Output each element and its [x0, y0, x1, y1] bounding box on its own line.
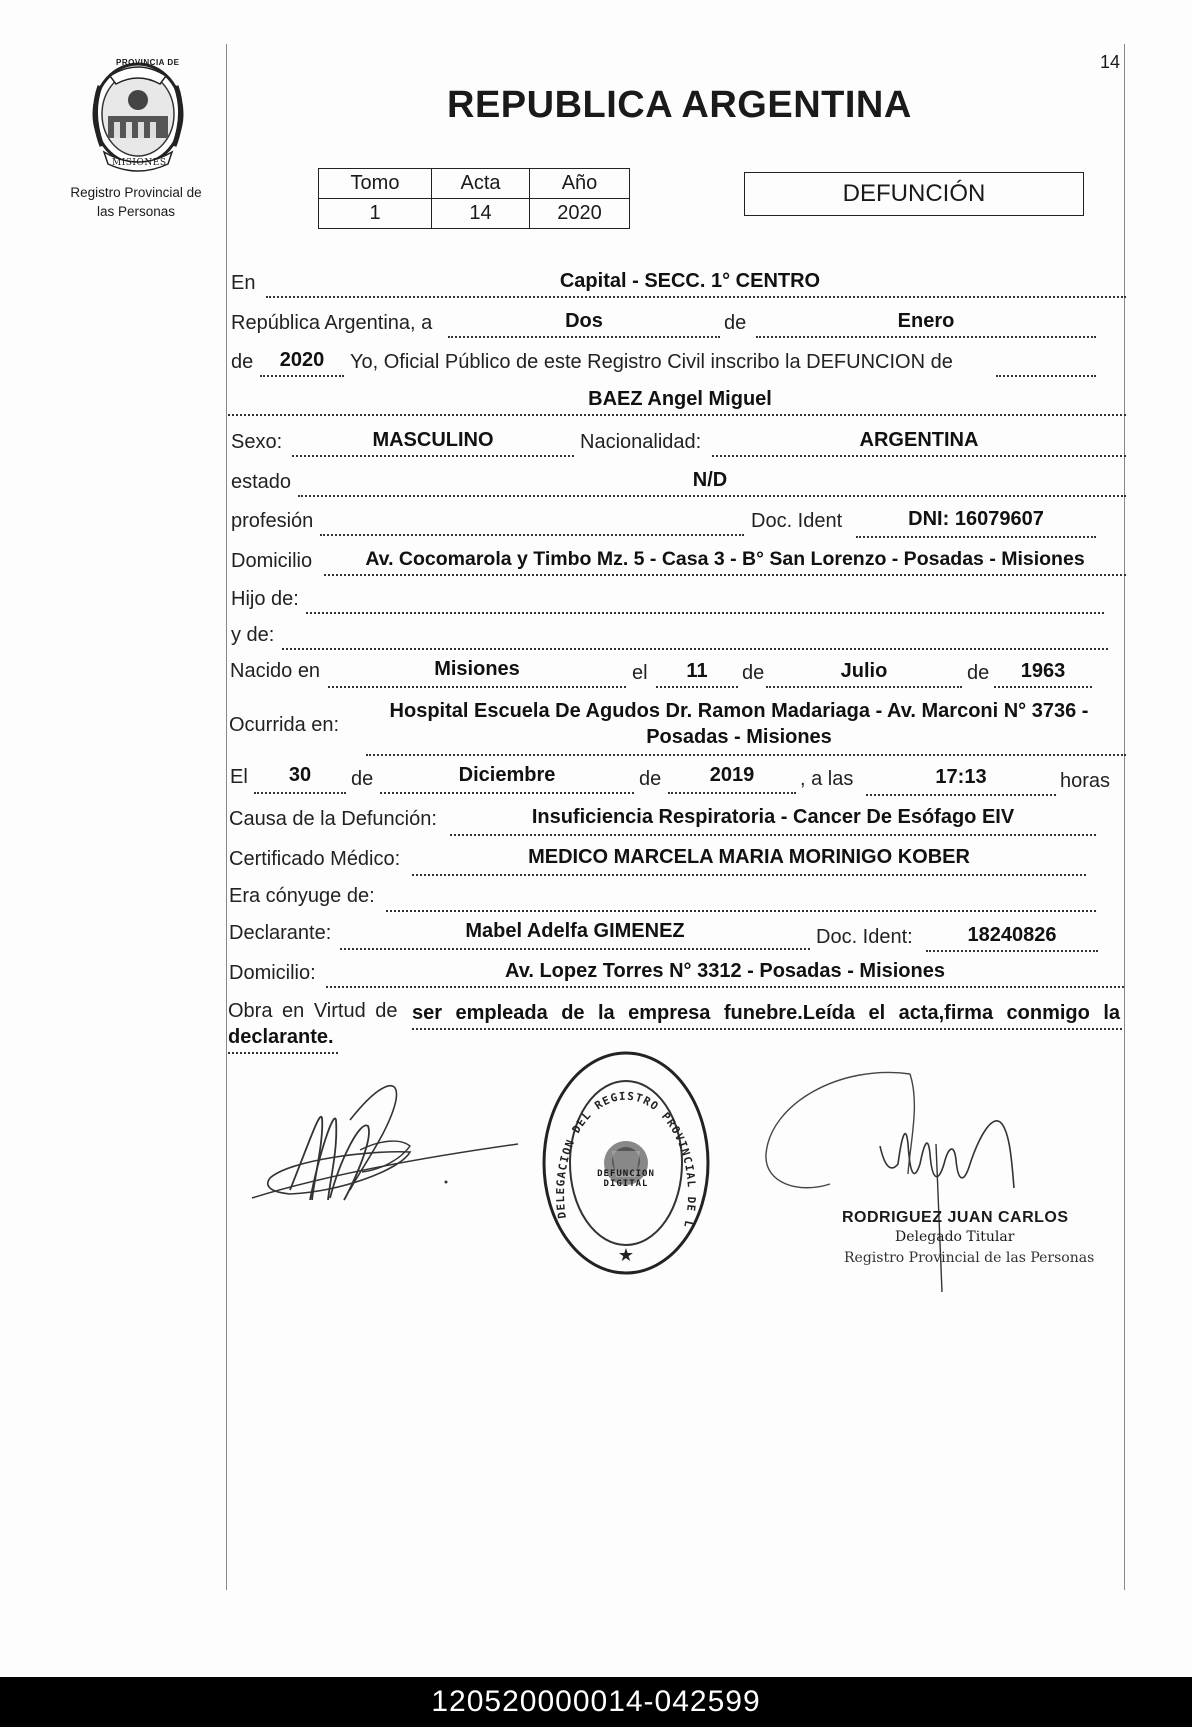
estado-label: estado	[231, 471, 292, 493]
declarante-dom-line	[326, 986, 1124, 988]
estado-value: N/D	[692, 469, 728, 491]
doc-ident-line	[856, 536, 1096, 538]
registry-name-line1: Registro Provincial de	[70, 185, 202, 200]
tomo-value: 1	[319, 199, 432, 229]
year-line	[260, 375, 344, 377]
registry-name	[56, 183, 216, 221]
profesion-label: profesión	[231, 510, 314, 532]
alas-label: , a las	[800, 768, 854, 790]
seal-inner-text: DEFUNCION DIGITAL	[597, 1169, 655, 1189]
yde-label: y de:	[231, 624, 275, 646]
anio-header: Año	[530, 169, 630, 199]
day-value: Dos	[565, 310, 603, 332]
left-margin-rule	[226, 44, 227, 1590]
obra-line2	[228, 1052, 338, 1054]
page-number: 14	[1100, 52, 1121, 72]
ocurrida-value-line1: Hospital Escuela De Agudos Dr. Ramon Madariaga - Av. Marconi N° 3736 -	[389, 700, 1089, 722]
day-line	[448, 336, 720, 338]
certificado-value: MEDICO MARCELA MARIA MORINIGO KOBER	[528, 846, 970, 868]
obra-line1	[412, 1028, 1122, 1030]
fallec-dia-value: 30	[288, 764, 312, 786]
registry-name-line2: las Personas	[96, 204, 176, 219]
fallec-mes-value: Diciembre	[458, 764, 556, 786]
fallec-hora-value: 17:13	[935, 766, 987, 788]
place-value: Capital - SECC. 1° CENTRO	[559, 270, 821, 292]
El-label: El	[230, 766, 248, 788]
estado-line	[298, 495, 1126, 497]
fallec-hora-line	[866, 794, 1056, 796]
ocurrida-value-line2: Posadas - Misiones	[646, 726, 832, 748]
emblem-text-top: PROVINCIA DE	[116, 58, 180, 67]
fallec-mes-line	[380, 792, 634, 794]
nacido-anio-value: 1963	[1020, 660, 1066, 682]
yde-line	[282, 648, 1108, 650]
nacionalidad-line	[712, 455, 1126, 457]
place-line	[266, 296, 1126, 298]
fallec-anio-line	[668, 792, 796, 794]
acta-value: 14	[432, 199, 530, 229]
horas-label: horas	[1060, 770, 1111, 792]
declarante-dom-value: Av. Lopez Torres N° 3312 - Posadas - Misiones	[505, 960, 945, 982]
fallec-anio-value: 2019	[709, 764, 755, 786]
obra-value-line2: declarante.	[228, 1026, 334, 1048]
year-value: 2020	[279, 349, 325, 371]
de-label-4: de	[967, 662, 990, 684]
doc-ident-value: DNI: 16079607	[908, 508, 1044, 530]
intro-text: Yo, Oficial Público de este Registro Civil inscribo la DEFUNCION de	[350, 351, 953, 373]
doc-ident-label: Doc. Ident	[751, 510, 843, 532]
declarante-doc-value: 18240826	[967, 924, 1057, 946]
official-seal	[540, 1047, 712, 1279]
acta-header: Acta	[432, 169, 530, 199]
declarante-dom-label: Domicilio:	[229, 962, 316, 984]
svg-text:★: ★	[617, 1245, 635, 1265]
month-line	[756, 336, 1096, 338]
sexo-line	[292, 455, 574, 457]
certificado-label: Certificado Médico:	[229, 848, 401, 870]
signatory-name: RODRIGUEZ JUAN CARLOS	[842, 1209, 1069, 1226]
declarante-doc-label: Doc. Ident:	[816, 926, 913, 948]
de-label-1: de	[724, 312, 747, 334]
deceased-name: BAEZ Angel Miguel	[588, 388, 772, 410]
seal-outer-text: DELEGACION DEL REGISTRO PROVINCIAL DE L	[553, 1089, 699, 1230]
domicilio-value: Av. Cocomarola y Timbo Mz. 5 - Casa 3 - B° San Lorenzo - Posadas - Misiones	[365, 548, 1085, 570]
nacido-lugar-value: Misiones	[434, 658, 520, 680]
misiones-emblem	[80, 56, 196, 172]
republica-label: República Argentina, a	[231, 312, 433, 334]
record-type-box: DEFUNCIÓN	[744, 172, 1084, 216]
signatory-org: Registro Provincial de las Personas	[844, 1250, 1095, 1266]
nacido-label: Nacido en	[230, 660, 321, 682]
nacido-anio-line	[994, 686, 1092, 688]
certificado-line	[412, 874, 1086, 876]
fallec-dia-line	[254, 792, 346, 794]
declarant-signature	[250, 1080, 530, 1220]
nacionalidad-label: Nacionalidad:	[580, 431, 702, 453]
declarante-line	[340, 948, 810, 950]
nacido-lugar-line	[328, 686, 626, 688]
record-table	[318, 168, 630, 229]
obra-value-line1: ser empleada de la empresa funebre.Leída el acta,firma conmigo la	[412, 1002, 1120, 1024]
causa-label: Causa de la Defunción:	[229, 808, 437, 830]
de-label-5: de	[351, 768, 374, 790]
domicilio-label: Domicilio	[231, 550, 313, 572]
ocurrida-line	[366, 754, 1126, 756]
emblem-text-bottom: MISIONES	[112, 158, 167, 168]
footer-code: 120520000014-042599	[0, 1677, 1192, 1727]
intro-tail-line	[996, 375, 1096, 377]
anio-value: 2020	[530, 199, 630, 229]
nacido-el-label: el	[632, 662, 648, 684]
sexo-value: MASCULINO	[372, 429, 494, 451]
de-label-2: de	[231, 351, 254, 373]
en-label: En	[231, 272, 256, 294]
month-value: Enero	[897, 310, 955, 332]
profesion-line	[320, 534, 744, 536]
tomo-header: Tomo	[319, 169, 432, 199]
nacido-mes-value: Julio	[840, 660, 888, 682]
hijo-label: Hijo de:	[231, 588, 299, 610]
nacionalidad-value: ARGENTINA	[859, 429, 979, 451]
sexo-label: Sexo:	[231, 431, 283, 453]
declarante-value: Mabel Adelfa GIMENEZ	[465, 920, 685, 942]
conyuge-label: Era cónyuge de:	[229, 885, 375, 907]
domicilio-line	[324, 574, 1126, 576]
obra-label: Obra en Virtud de	[228, 1000, 398, 1022]
document-title: REPUBLICA ARGENTINA	[447, 84, 912, 126]
ocurrida-label: Ocurrida en:	[229, 714, 340, 736]
nacido-dia-value: 11	[686, 660, 708, 682]
nacido-mes-line	[766, 686, 962, 688]
signatory-role: Delegado Titular	[895, 1229, 1015, 1245]
nacido-dia-line	[656, 686, 738, 688]
declarante-label: Declarante:	[229, 922, 332, 944]
de-label-6: de	[639, 768, 662, 790]
name-line	[228, 414, 1126, 416]
hijo-line	[306, 612, 1104, 614]
causa-value: Insuficiencia Respiratoria - Cancer De Esófago EIV	[531, 806, 1015, 828]
de-label-3: de	[742, 662, 765, 684]
causa-line	[450, 834, 1096, 836]
declarante-doc-line	[926, 950, 1098, 952]
conyuge-line	[386, 910, 1096, 912]
right-margin-rule	[1124, 44, 1125, 1590]
